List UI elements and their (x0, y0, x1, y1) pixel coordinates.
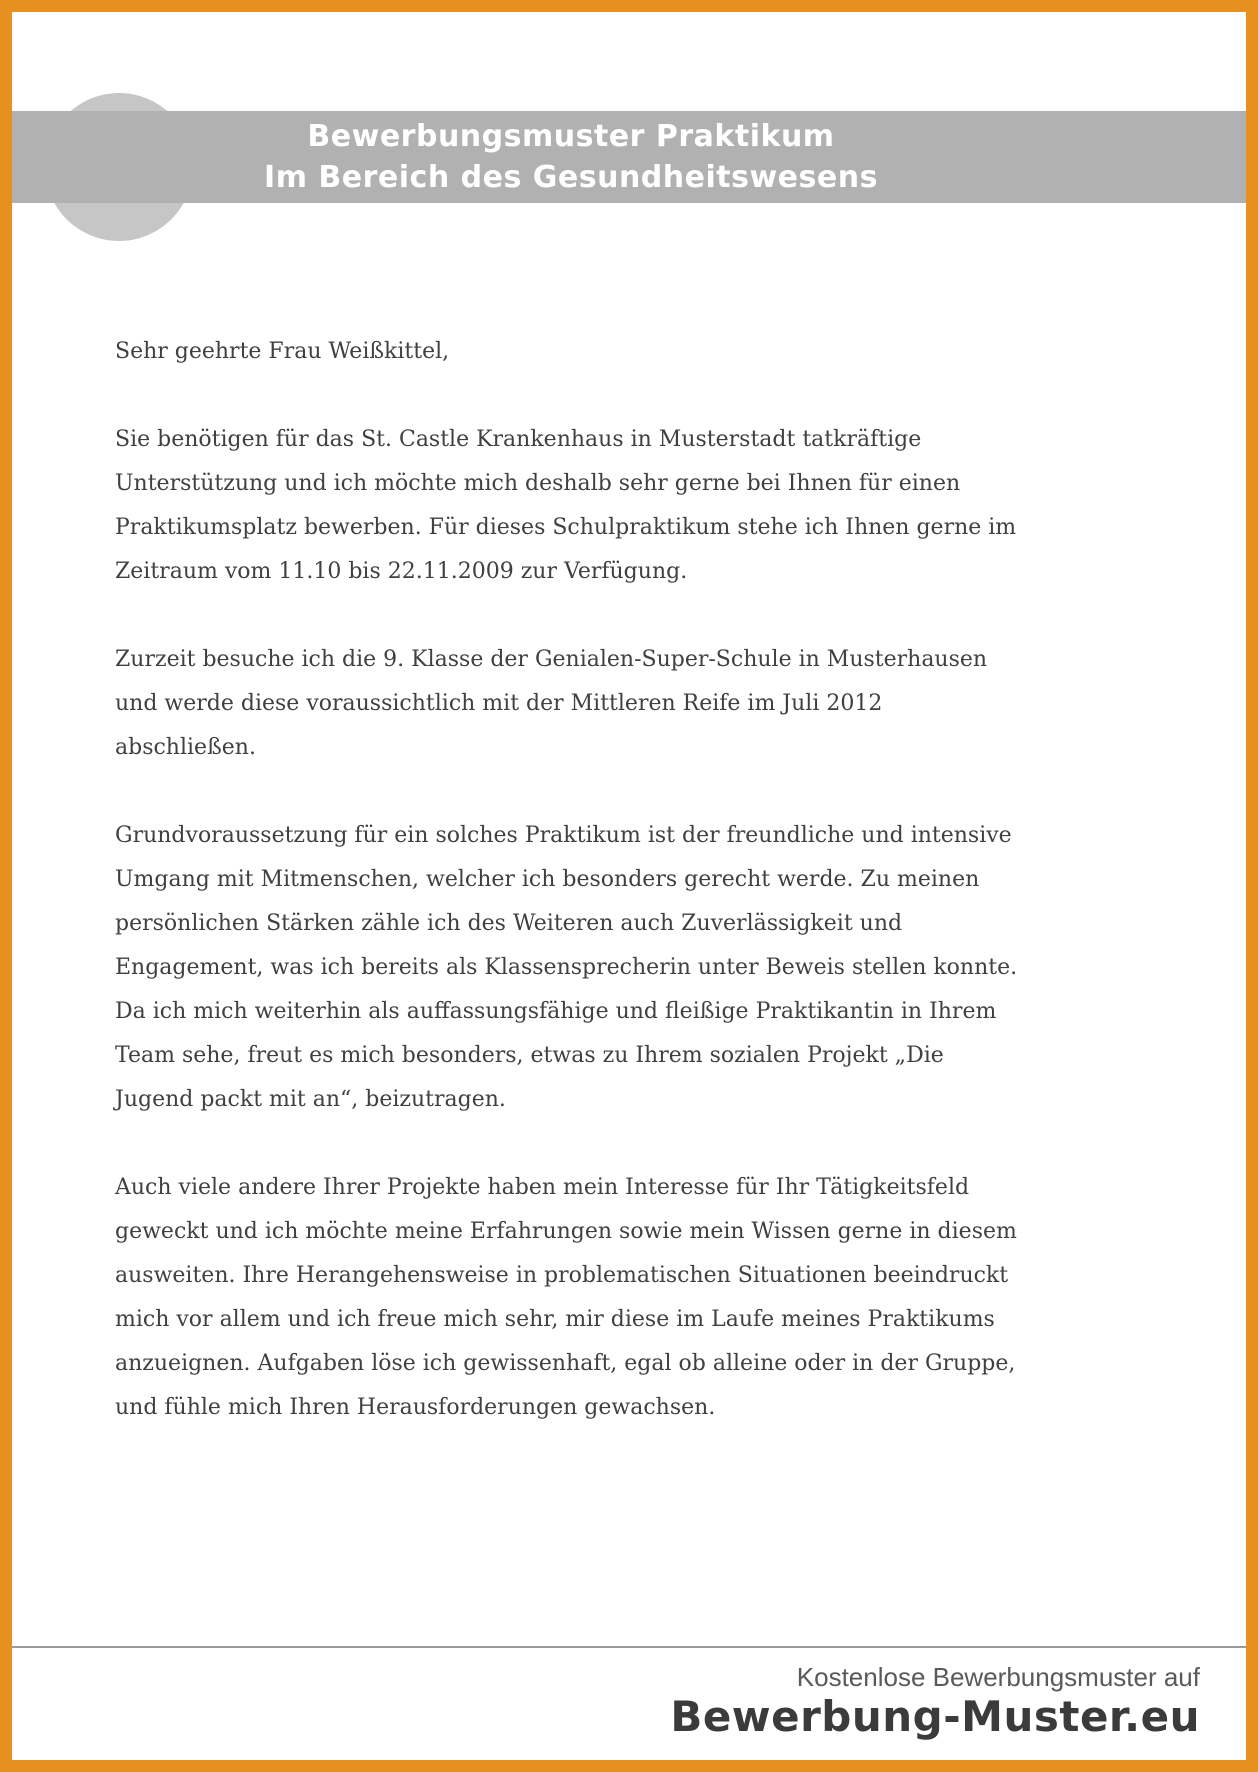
paragraph-school: Zurzeit besuche ich die 9. Klasse der Genialen-Super-Schule in Musterhausen und werde diese voraussichtlich mit der Mittleren Reife im Juli 2012 abschließen. (115, 647, 988, 760)
page-footer (12, 1646, 1246, 1760)
footer-tagline: Kostenlose Bewerbungsmuster auf (796, 1662, 1200, 1692)
header-band (12, 111, 1246, 203)
page-title-line-1: Bewerbungsmuster Praktikum (307, 119, 835, 154)
letter-body (115, 330, 1025, 1474)
footer-brand: Bewerbung-Muster.eu (670, 1692, 1200, 1741)
salutation: Sehr geehrte Frau Weißkittel, (115, 339, 450, 364)
paragraph-strengths: Grundvoraussetzung für ein solches Praktikum ist der freundliche und intensive Umgang mit Mitmenschen, welcher ich besonders gerecht werde. Zu meinen persönlichen Stärken zähle ich des Weiteren auch Zuverlässigkeit und Engagement, was ich bereits als Klassensprecherin unter Beweis stellen konnte. Da ich mich weiterhin als auffassungsfähige und fleißige Praktikantin in Ihrem Team sehe, freut es mich besonders, etwas zu Ihrem sozialen Projekt „Die Jugend packt mit an“, beizutragen. (115, 823, 1018, 1112)
footer-text-block (12, 1648, 1246, 1760)
page-title (12, 116, 1246, 198)
paragraph-projects: Auch viele andere Ihrer Projekte haben mein Interesse für Ihr Tätigkeitsfeld geweckt und ich möchte meine Erfahrungen sowie mein Wissen gerne in diesem ausweiten. Ihre Herangehensweise in problematischen Situationen beeindruckt mich vor allem und ich freue mich sehr, mir diese im Laufe meines Praktikums anzueignen. Aufgaben löse ich gewissenhaft, egal ob alleine oder in der Gruppe, und fühle mich Ihren Herausforderungen gewachsen. (115, 1175, 1017, 1420)
page-title-line-2: Im Bereich des Gesundheitswesens (264, 160, 878, 195)
paragraph-intro: Sie benötigen für das St. Castle Krankenhaus in Musterstadt tatkräftige Unterstützung und ich möchte mich deshalb sehr gerne bei Ihnen für einen Praktikumsplatz bewerben. Für dieses Schulpraktikum stehe ich Ihnen gerne im Zeitraum vom 11.10 bis 22.11.2009 zur Verfügung. (115, 427, 1017, 584)
